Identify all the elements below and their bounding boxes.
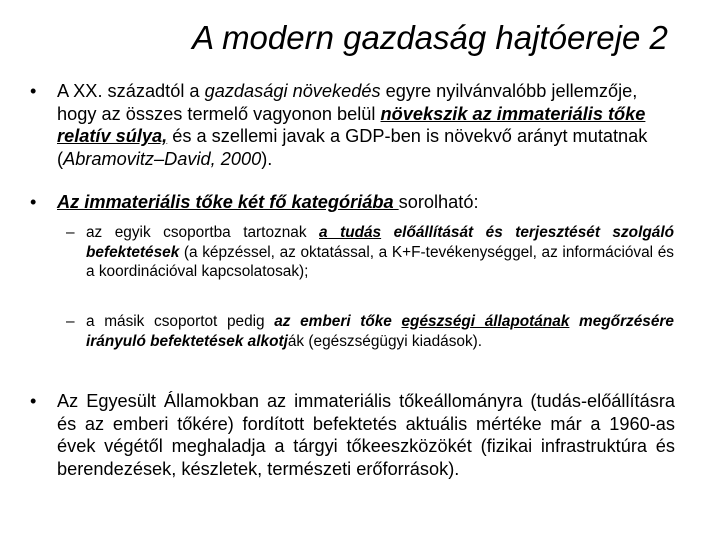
sub-bullet-knowledge (66, 223, 674, 282)
emphasis-underlined-text: egészségi állapotának (401, 313, 570, 330)
bullet-text: ). (261, 148, 273, 169)
bullet-text: egyre nyilvánvalóbb jellemzője, hogy az összes termelő vagyonon belül (57, 81, 638, 124)
emphasis-text: megőrzésére irányuló befektetések alkotj (86, 313, 674, 350)
bullet-categories (30, 191, 675, 214)
dash-marker: – (66, 313, 75, 330)
emphasis-text: az emberi tőke (274, 313, 402, 330)
bullet-text: sorolható: (398, 192, 479, 212)
emphasis-underlined-text: a tudás (319, 224, 382, 241)
bullet-marker: • (30, 192, 37, 212)
emphasis-underlined-text: Az immateriális tőke két fő kategóriába (57, 192, 399, 212)
bullet-marker: • (30, 391, 37, 411)
slide-title: A modern gazdaság hajtóereje 2 (192, 19, 668, 56)
bullet-text: A XX. századtól a (57, 81, 205, 101)
emphasis-text: előállítását és terjesztését szolgáló befektetések (86, 224, 674, 261)
bullet-text: és a szellemi javak a GDP-ben is növekvő arányt mutatnak ( (57, 126, 648, 169)
sub-bullet-health (66, 312, 674, 351)
bullet-usa (30, 390, 675, 480)
emphasis-text: gazdasági növekedés (204, 81, 381, 101)
sub-bullet-text: a másik csoportot pedig (86, 313, 275, 330)
bullet-marker: • (30, 81, 37, 101)
dash-marker: – (66, 224, 75, 241)
bullet-growth (30, 80, 675, 170)
sub-bullet-text: (a képzéssel, az oktatással, a K+F-tevékenységgel, az információval és a koordinációval kapcsolatosak); (86, 243, 674, 280)
citation-text: Abramovitz–David, 2000 (63, 148, 262, 169)
emphasis-underlined-text: növekszik az immateriális tőke relatív súlya, (57, 103, 646, 146)
sub-bullet-text: az egyik csoportba tartoznak (86, 224, 320, 241)
sub-bullet-text: ák (egészségügyi kiadások). (287, 332, 483, 350)
bullet-text: Az Egyesült Államokban az immateriális tőkeállományra (tudás-előállításra és az emberi tőkére) fordított befektetés aktuális mértéke már a 1960-as évek végétől meghaladja a tárgyi tőkeeszközökét (fizikai infrastruktúra és berendezések, készletek, természeti erőforrások). (57, 391, 675, 479)
